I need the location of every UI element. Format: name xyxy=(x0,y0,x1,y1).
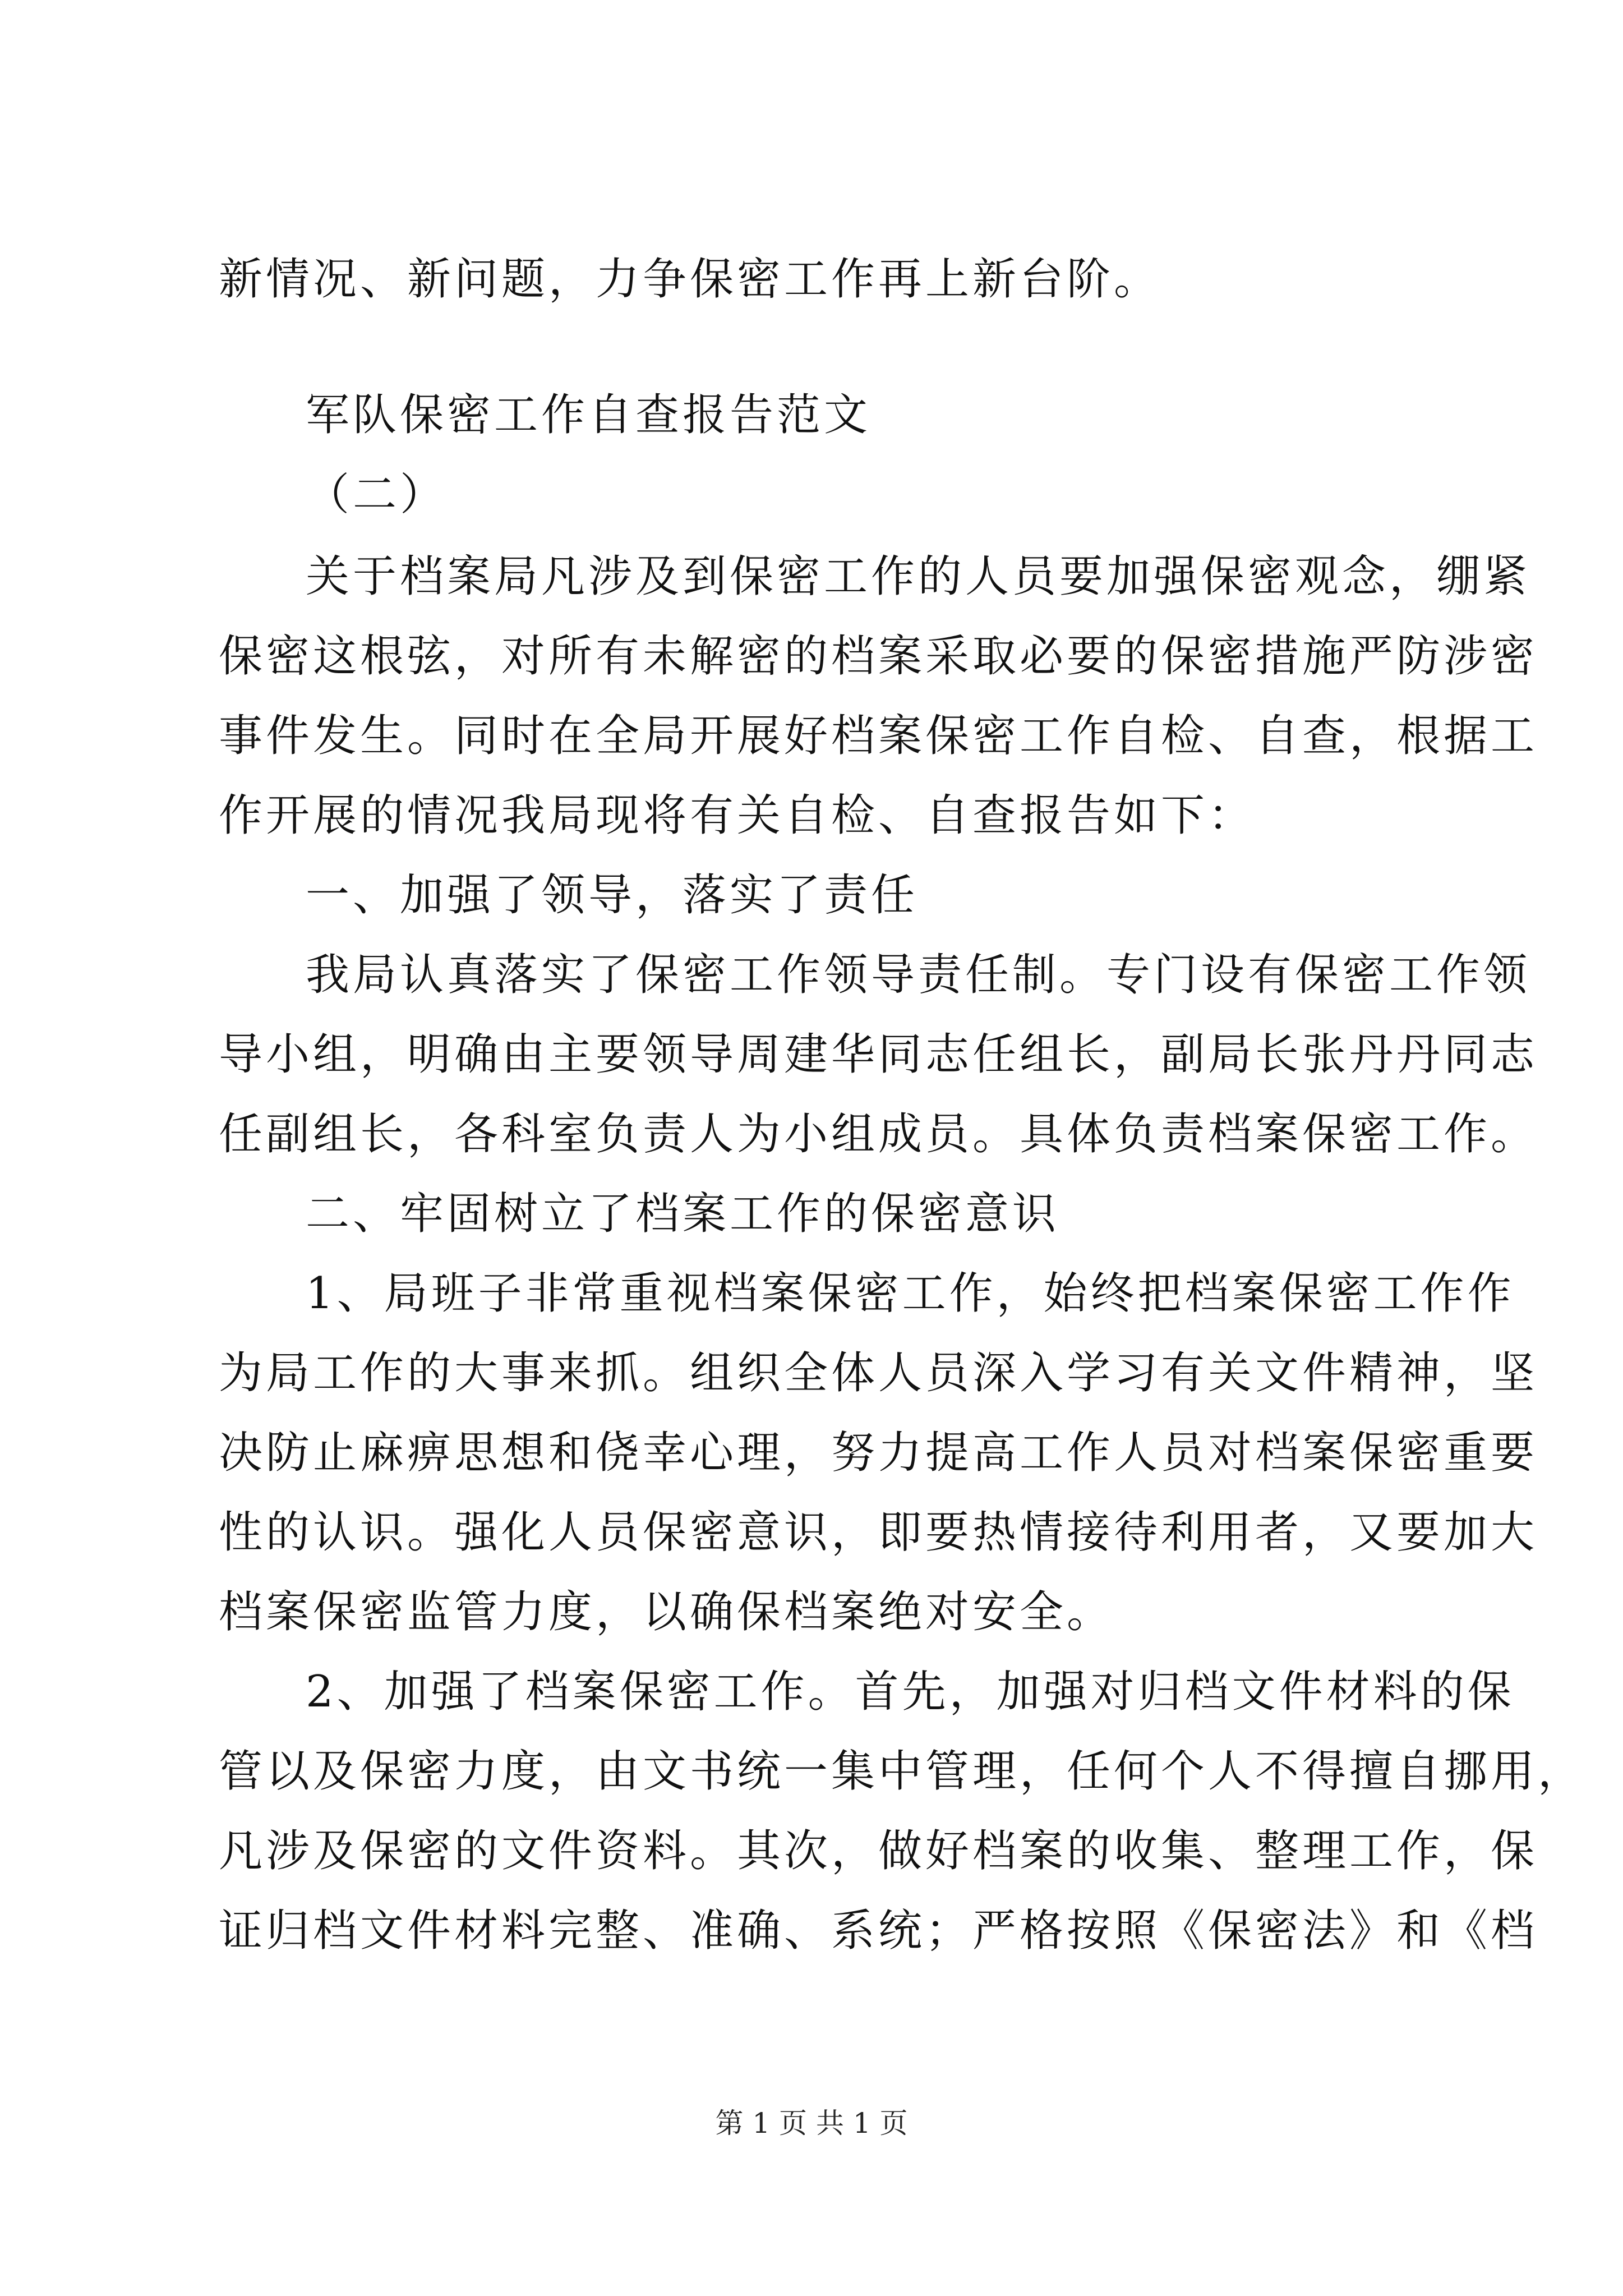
text-line: 作开展的情况我局现将有关自检、自查报告如下： xyxy=(219,790,1256,841)
text-line: 我局认真落实了保密工作领导责任制。专门设有保密工作领 xyxy=(306,950,1531,1000)
text-line: 2、加强了档案保密工作。首先，加强对归档文件材料的保 xyxy=(306,1667,1515,1717)
text-line: 凡涉及保密的文件资料。其次，做好档案的收集、整理工作，保 xyxy=(219,1826,1538,1876)
text-line: 决防止麻痹思想和侥幸心理，努力提高工作人员对档案保密重要 xyxy=(219,1428,1538,1478)
text-line: 保密这根弦，对所有未解密的档案采取必要的保密措施严防涉密 xyxy=(219,631,1538,682)
text-line: 新情况、新问题，力争保密工作再上新台阶。 xyxy=(219,254,1161,305)
section-heading: 一、加强了领导，落实了责任 xyxy=(306,870,919,921)
text-line: 事件发生。同时在全局开展好档案保密工作自检、自查，根据工 xyxy=(219,711,1538,761)
text-line: 1、局班子非常重视档案保密工作，始终把档案保密工作作 xyxy=(306,1268,1515,1319)
doc-heading: 军队保密工作自查报告范文 xyxy=(306,390,872,440)
text-line: 性的认识。强化人员保密意识，即要热情接待利用者，又要加大 xyxy=(219,1507,1538,1558)
text-line: 管以及保密力度，由文书统一集中管理，任何个人不得擅自挪用， xyxy=(219,1746,1585,1797)
text-line: 为局工作的大事来抓。组织全体人员深入学习有关文件精神，坚 xyxy=(219,1348,1538,1398)
text-line: 档案保密监管力度，以确保档案绝对安全。 xyxy=(219,1587,1114,1637)
section-heading: 二、牢固树立了档案工作的保密意识 xyxy=(306,1189,1060,1239)
text-line: 关于档案局凡涉及到保密工作的人员要加强保密观念，绷紧 xyxy=(306,551,1531,602)
page-number-footer: 第 1 页 共 1 页 xyxy=(715,2107,908,2139)
doc-subheading: （二） xyxy=(306,470,448,520)
text-line: 导小组，明确由主要领导周建华同志任组长，副局长张丹丹同志 xyxy=(219,1029,1538,1080)
text-line: 任副组长，各科室负责人为小组成员。具体负责档案保密工作。 xyxy=(219,1109,1538,1159)
text-line: 证归档文件材料完整、准确、系统；严格按照《保密法》和《档 xyxy=(219,1906,1538,1956)
